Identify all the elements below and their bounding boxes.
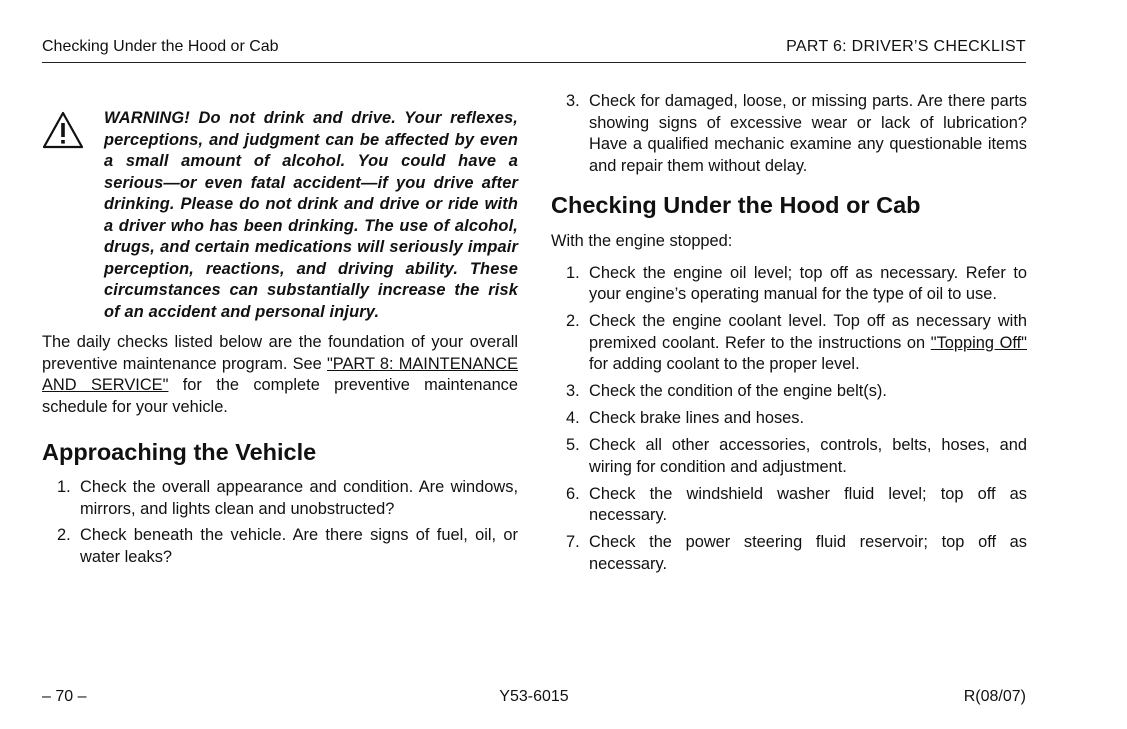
right-column xyxy=(551,91,1027,581)
revision-code: R(08/07) xyxy=(963,688,1026,705)
list-item-text: Check brake lines and hoses. xyxy=(589,409,805,427)
list-item-number: 6. xyxy=(566,484,580,503)
list-item-text: Check the windshield washer fluid level; top off as necessary. xyxy=(589,484,1027,524)
list-item xyxy=(551,484,1027,527)
list-item-number: 7. xyxy=(566,533,580,551)
list-item-text: Check the power steering fluid reservoir; top off as necessary. xyxy=(589,533,1027,573)
list-item xyxy=(551,532,1027,575)
list-item xyxy=(551,381,1027,403)
page-header xyxy=(42,38,1026,63)
list-item-text: Check beneath the vehicle. Are there signs of fuel, oil, or water leaks? xyxy=(80,526,518,566)
list-item-text: Check the engine oil level; top off as necessary. Refer to your engine’s operating manual for the type of oil to use. xyxy=(589,263,1027,303)
header-part-title: PART 6: DRIVER’S CHECKLIST xyxy=(786,38,1026,55)
part8-link[interactable]: "PART 8: MAINTENANCE AND SERVICE" xyxy=(42,354,518,394)
list-item-text-before: Check the engine coolant level. Top off as necessary with premixed coolant. Refer to the instructions on xyxy=(589,312,1027,352)
intro-text-after: for the complete preventive maintenance schedule for your vehicle. xyxy=(42,376,518,416)
list-item-number: 4. xyxy=(566,409,580,427)
hood-list xyxy=(551,263,1027,576)
list-item xyxy=(551,263,1027,306)
topping-off-link[interactable]: "Topping Off" xyxy=(930,333,1027,352)
list-item-number: 2. xyxy=(57,526,71,544)
approaching-list xyxy=(42,477,518,568)
list-item-number: 1. xyxy=(566,263,580,282)
list-item xyxy=(551,91,1027,177)
list-item xyxy=(551,311,1027,376)
document-number: Y53-6015 xyxy=(499,688,569,705)
list-item xyxy=(42,525,518,568)
list-item-text: Check the overall appearance and condition. Are windows, mirrors, and lights clean and unobstructed? xyxy=(80,478,518,518)
left-column xyxy=(42,108,518,573)
list-item-text-after: for adding coolant to the proper level. xyxy=(589,355,860,373)
list-item xyxy=(551,435,1027,478)
page-footer xyxy=(42,688,1026,708)
hood-heading: Checking Under the Hood or Cab xyxy=(551,192,921,218)
list-item xyxy=(551,408,1027,430)
list-item-number: 5. xyxy=(566,436,580,454)
header-section-title: Checking Under the Hood or Cab xyxy=(42,38,279,55)
list-item xyxy=(42,477,518,520)
approaching-heading: Approaching the Vehicle xyxy=(42,439,317,465)
intro-text-before: The daily checks listed below are the foundation of your overall preventive maintenance program. See xyxy=(42,333,518,373)
hood-intro: With the engine stopped: xyxy=(551,232,733,250)
list-item-text: Check all other accessories, controls, belts, hoses, and wiring for condition and adjustment. xyxy=(589,436,1027,476)
page-number: – 70 – xyxy=(42,688,87,705)
list-item-text: Check for damaged, loose, or missing parts. Are there parts showing signs of excessive wear or lack of lubrication? Have a qualified mechanic examine any questionable items and repair them without delay. xyxy=(589,92,1027,175)
list-item-number: 3. xyxy=(566,382,580,400)
list-item-number: 2. xyxy=(566,312,580,330)
intro-paragraph xyxy=(42,332,518,418)
list-item-number: 3. xyxy=(566,92,580,110)
warning-block xyxy=(42,108,518,323)
warning-triangle-icon xyxy=(42,111,84,149)
list-item-text: Check the condition of the engine belt(s). xyxy=(589,382,887,400)
list-item-number: 1. xyxy=(57,478,71,496)
warning-text: WARNING! Do not drink and drive. Your reflexes, perceptions, and judgment can be affected by even a small amount of alcohol. You could have a serious—or even fatal accident—if you drive after drinking. Please do not drink and drive or ride with a driver who has been drinking. The use of alcohol, drugs, and certain medications will seriously impair perception, reactions, and driving ability. These circumstances can substantially increase the risk of an accident and personal injury. xyxy=(104,109,518,321)
approaching-list-continued xyxy=(551,91,1027,177)
